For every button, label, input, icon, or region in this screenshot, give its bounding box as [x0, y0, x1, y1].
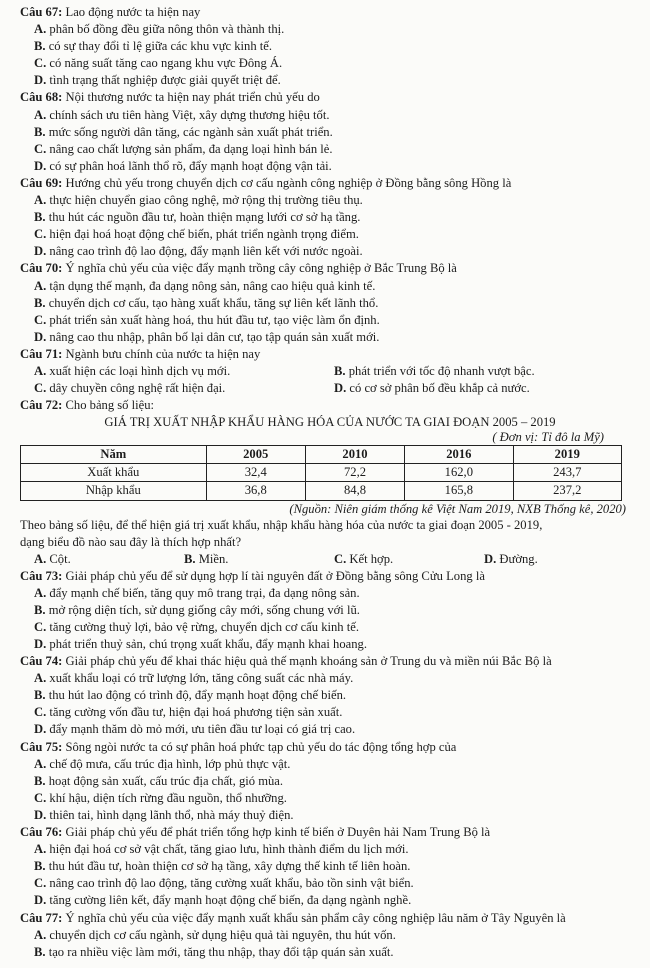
table-cell: 162,0: [405, 464, 513, 482]
option-d[interactable]: D. nâng cao trình độ lao động, đẩy mạnh liên kết với nước ngoài.: [34, 244, 363, 259]
table-row: [21, 464, 622, 482]
option-c[interactable]: C. nâng cao trình độ lao động, tăng cường xuất khẩu, bảo tồn sinh vật biển.: [34, 876, 414, 891]
question-text: Hướng chủ yếu trong chuyển dịch cơ cấu ngành công nghiệp ở Đồng bằng sông Hồng là: [65, 175, 512, 190]
question-number: Câu 73:: [20, 568, 63, 583]
option-d[interactable]: D. thiên tai, hình dạng lãnh thổ, nhà máy thuỷ điện.: [34, 807, 294, 822]
option-c[interactable]: C. tăng cường thuỷ lợi, bảo vệ rừng, chuyển dịch cơ cấu kinh tế.: [34, 619, 359, 634]
option-d[interactable]: D. có sự phân hoá lãnh thổ rõ, đẩy mạnh hoạt động vận tải.: [34, 158, 332, 173]
header-cell: 2005: [206, 446, 305, 464]
table-cell: 237,2: [513, 482, 621, 500]
question-number: Câu 74:: [20, 654, 63, 669]
option-c[interactable]: C. tăng cường vốn đầu tư, hiện đại hoá phương tiện sản xuất.: [34, 705, 343, 720]
table-row: [21, 482, 622, 500]
table-cell: 84,8: [305, 482, 404, 500]
question-75: [20, 739, 640, 824]
option-c[interactable]: C. phát triển sản xuất hàng hoá, thu hút đầu tư, tạo việc làm ổn định.: [34, 312, 380, 327]
question-text: Giải pháp chủ yếu để khai thác hiệu quả thế mạnh khoáng sản ở Trung du và miền núi Bắc Bộ là: [65, 654, 552, 669]
question-number: Câu 76:: [20, 825, 63, 840]
option-b[interactable]: B. có sự thay đổi tỉ lệ giữa các khu vực kinh tế.: [34, 39, 273, 54]
option-b[interactable]: B. phát triển với tốc độ nhanh vượt bậc.: [334, 363, 535, 378]
option-c[interactable]: C. khí hậu, diện tích rừng đầu nguồn, thổ nhưỡng.: [34, 790, 287, 805]
table-title: GIÁ TRỊ XUẤT NHẬP KHẨU HÀNG HÓA CỦA NƯỚC TA GIAI ĐOẠN 2005 – 2019: [104, 415, 556, 430]
table-cell: 72,2: [305, 464, 404, 482]
question-text: Giải pháp chủ yếu để sử dụng hợp lí tài nguyên đất ở Đồng bằng sông Cửu Long là: [65, 568, 485, 583]
question-stem: dạng biểu đồ nào sau đây là thích hợp nhất?: [20, 534, 242, 549]
question-text: Ngành bưu chính của nước ta hiện nay: [65, 346, 261, 361]
question-74: [20, 653, 640, 738]
option-c[interactable]: C. dây chuyền công nghệ rất hiện đại.: [34, 381, 226, 396]
question-67: [20, 4, 640, 89]
option-b[interactable]: B. thu hút lao động có trình độ, đẩy mạnh hoạt động chế biến.: [34, 688, 347, 703]
option-d[interactable]: D. tình trạng thất nghiệp được giải quyết triệt để.: [34, 73, 281, 88]
option-d[interactable]: D. có cơ sở phân bố đều khắp cả nước.: [334, 381, 530, 396]
option-d[interactable]: D. Đường.: [484, 551, 538, 566]
question-73: [20, 568, 640, 653]
table-cell: 243,7: [513, 464, 621, 482]
question-number: Câu 69:: [20, 175, 63, 190]
option-a[interactable]: A. đẩy mạnh chế biến, tăng quy mô trang trại, đa dạng nông sản.: [34, 585, 360, 600]
header-cell: Năm: [21, 446, 207, 464]
option-c[interactable]: C. có năng suất tăng cao ngang khu vực Đông Á.: [34, 56, 283, 71]
question-71: [20, 346, 640, 397]
question-72: [20, 397, 640, 567]
option-c[interactable]: C. Kết hợp.: [334, 551, 394, 566]
option-b[interactable]: B. mức sống người dân tăng, các ngành sản xuất phát triển.: [34, 124, 333, 139]
question-number: Câu 71:: [20, 346, 63, 361]
option-a[interactable]: A. chính sách ưu tiên hàng Việt, xây dựng thương hiệu tốt.: [34, 107, 330, 122]
question-77: [20, 910, 640, 961]
option-d[interactable]: D. tăng cường liên kết, đẩy mạnh hoạt động chế biến, đa dạng ngành nghề.: [34, 893, 412, 908]
question-text: Ý nghĩa chủ yếu của việc đẩy mạnh trồng cây công nghiệp ở Bắc Trung Bộ là: [65, 261, 457, 276]
table-cell: 32,4: [206, 464, 305, 482]
header-cell: 2019: [513, 446, 621, 464]
option-b[interactable]: B. tạo ra nhiều việc làm mới, tăng thu nhập, thay đổi tập quán sản xuất.: [34, 944, 394, 959]
question-number: Câu 67:: [20, 5, 63, 19]
option-d[interactable]: D. đẩy mạnh thăm dò mỏ mới, ưu tiên đầu tư loại có giá trị cao.: [34, 722, 356, 737]
question-number: Câu 72:: [20, 398, 63, 413]
table-source: (Nguồn: Niên giám thống kê Việt Nam 2019, NXB Thống kê, 2020): [289, 501, 626, 516]
data-table: [20, 445, 622, 500]
option-a[interactable]: A. phân bố đồng đều giữa nông thôn và thành thị.: [34, 22, 285, 37]
option-a[interactable]: A. thực hiện chuyển giao công nghệ, mở rộng thị trường tiêu thụ.: [34, 193, 363, 208]
option-a[interactable]: A. hiện đại hoá cơ sở vật chất, tăng giao lưu, hình thành điểm du lịch mới.: [34, 842, 409, 857]
option-d[interactable]: D. nâng cao thu nhập, phân bố lại dân cư, tạo tập quán sản xuất mới.: [34, 329, 380, 344]
question-number: Câu 75:: [20, 739, 63, 754]
question-number: Câu 70:: [20, 261, 63, 276]
option-a[interactable]: A. tận dụng thế mạnh, đa dạng nông sản, nâng cao hiệu quả kinh tế.: [34, 278, 376, 293]
option-b[interactable]: B. thu hút đầu tư, hoàn thiện cơ sở hạ tầng, xây dựng thế kinh tế liên hoàn.: [34, 859, 411, 874]
table-cell: 36,8: [206, 482, 305, 500]
question-69: [20, 175, 640, 260]
row-label: Xuất khẩu: [21, 464, 207, 482]
question-number: Câu 77:: [20, 910, 63, 925]
question-stem: Theo bảng số liệu, để thể hiện giá trị xuất khẩu, nhập khẩu hàng hóa của nước ta giai đoạn 2005 - 2019,: [20, 517, 543, 532]
table-cell: 165,8: [405, 482, 513, 500]
question-number: Câu 68:: [20, 90, 63, 105]
option-d[interactable]: D. phát triển thuỷ sản, chú trọng xuất khẩu, đẩy mạnh khai hoang.: [34, 637, 367, 651]
question-text: Nội thương nước ta hiện nay phát triển chủ yếu do: [65, 90, 320, 105]
option-a[interactable]: A. chuyển dịch cơ cấu ngành, sử dụng hiệu quả tài nguyên, thu hút vốn.: [34, 927, 396, 942]
header-cell: 2010: [305, 446, 404, 464]
option-a[interactable]: A. xuất hiện các loại hình dịch vụ mới.: [34, 363, 231, 378]
option-c[interactable]: C. nâng cao chất lượng sản phẩm, đa dạng loại hình bán lẻ.: [34, 141, 333, 156]
question-text: Lao động nước ta hiện nay: [65, 5, 201, 19]
question-text: Giải pháp chủ yếu để phát triển tổng hợp kinh tế biển ở Duyên hải Nam Trung Bộ là: [65, 825, 491, 840]
option-b[interactable]: B. Miền.: [184, 551, 229, 566]
option-a[interactable]: A. chế độ mưa, cấu trúc địa hình, lớp phủ thực vật.: [34, 756, 291, 771]
option-b[interactable]: B. thu hút các nguồn đầu tư, hoàn thiện mạng lưới cơ sở hạ tầng.: [34, 210, 361, 225]
row-label: Nhập khẩu: [21, 482, 207, 500]
question-76: [20, 824, 640, 909]
question-text: Ý nghĩa chủ yếu của việc đẩy mạnh xuất khẩu sản phẩm cây công nghiệp lâu năm ở Tây Nguyên là: [65, 910, 566, 925]
question-text: Cho bảng số liệu:: [65, 398, 155, 413]
option-b[interactable]: B. mở rộng diện tích, sử dụng giống cây mới, sống chung với lũ.: [34, 602, 360, 617]
option-b[interactable]: B. hoạt động sản xuất, cấu trúc địa chất, gió mùa.: [34, 773, 284, 788]
table-unit: ( Đơn vị: Tỉ đô la Mỹ): [492, 430, 604, 445]
question-68: [20, 89, 640, 174]
question-70: [20, 260, 640, 345]
option-c[interactable]: C. hiện đại hoá hoạt động chế biến, phát triển ngành trọng điểm.: [34, 227, 359, 242]
header-cell: 2016: [405, 446, 513, 464]
table-header-row: [21, 446, 622, 464]
option-a[interactable]: A. Cột.: [34, 551, 71, 566]
option-b[interactable]: B. chuyển dịch cơ cấu, tạo hàng xuất khẩu, tăng sự liên kết lãnh thổ.: [34, 295, 379, 310]
question-text: Sông ngòi nước ta có sự phân hoá phức tạp chủ yếu do tác động tổng hợp của: [65, 739, 457, 754]
option-a[interactable]: A. xuất khẩu loại có trữ lượng lớn, tăng công suất các nhà máy.: [34, 671, 354, 686]
